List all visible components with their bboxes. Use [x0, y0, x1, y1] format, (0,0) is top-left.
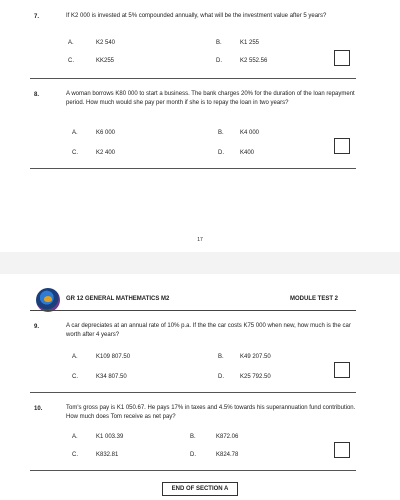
option-letter: C.: [72, 374, 78, 380]
option-value: K2 552.56: [240, 58, 268, 64]
divider: [30, 78, 356, 79]
option-letter: D.: [216, 58, 222, 64]
question-number: 9.: [34, 324, 40, 330]
option-value: K400: [240, 150, 255, 156]
option-letter: A.: [68, 40, 74, 46]
divider: [30, 168, 356, 169]
option-value: K34 807.50: [96, 374, 127, 380]
question-text: Tom's gross pay is K1 050.67. He pays 17% in taxes and 4.5% towards his superannuation fund contribution. How much does Tom receive as net pay?: [66, 405, 356, 420]
option-letter: A.: [72, 354, 78, 360]
option-letter: B.: [218, 354, 224, 360]
module-test-label: MODULE TEST 2: [290, 296, 339, 302]
option-value: KK255: [96, 58, 115, 64]
option-value: K2 400: [96, 150, 116, 156]
divider: [30, 392, 356, 393]
question-text: If K2 000 is invested at 5% compounded annually, what will be the investment value after 5 years?: [66, 13, 327, 19]
option-value: K2 540: [96, 40, 116, 46]
question-number: 10.: [34, 406, 43, 412]
option-value: K25 792.50: [240, 374, 271, 380]
option-value: K6 000: [96, 130, 116, 136]
question-text: A woman borrows K80 000 to start a business. The bank charges 20% for the duration of the loan repayment period. How much would she pay per month if she is to repay the loan in two years?: [66, 91, 355, 106]
page-number: 17: [197, 237, 203, 243]
question-number: 7.: [34, 14, 40, 20]
option-value: K872.06: [216, 434, 239, 440]
header-divider: [30, 310, 356, 311]
option-value: K832.81: [96, 452, 119, 458]
option-value: K49 207.50: [240, 354, 271, 360]
option-letter: C.: [68, 58, 74, 64]
answer-box[interactable]: [334, 50, 350, 66]
option-letter: D.: [218, 150, 224, 156]
option-value: K1 255: [240, 40, 260, 46]
page-bottom: [0, 274, 400, 500]
question-number: 8.: [34, 92, 40, 98]
question-text: A car depreciates at an annual rate of 10% p.a. If the the car costs K75 000 when new, how much is the car worth after 4 years?: [66, 323, 351, 338]
page-gap: [0, 252, 400, 274]
option-letter: D.: [218, 374, 224, 380]
option-letter: D.: [190, 452, 196, 458]
option-value: K4 000: [240, 130, 260, 136]
answer-box[interactable]: [334, 442, 350, 458]
end-of-section-label: END OF SECTION A: [162, 482, 238, 496]
option-letter: B.: [218, 130, 224, 136]
divider: [30, 470, 356, 471]
answer-box[interactable]: [334, 138, 350, 154]
option-letter: A.: [72, 434, 78, 440]
school-logo: [36, 288, 60, 312]
option-value: K1 003.39: [96, 434, 124, 440]
answer-box[interactable]: [334, 362, 350, 378]
option-letter: B.: [216, 40, 222, 46]
option-value: K824.78: [216, 452, 239, 458]
subject-title: GR 12 GENERAL MATHEMATICS M2: [66, 296, 170, 302]
option-letter: B.: [190, 434, 196, 440]
option-letter: C.: [72, 452, 78, 458]
option-value: K109 807.50: [96, 354, 131, 360]
option-letter: A.: [72, 130, 78, 136]
bird-of-paradise-icon: [44, 296, 52, 302]
option-letter: C.: [72, 150, 78, 156]
